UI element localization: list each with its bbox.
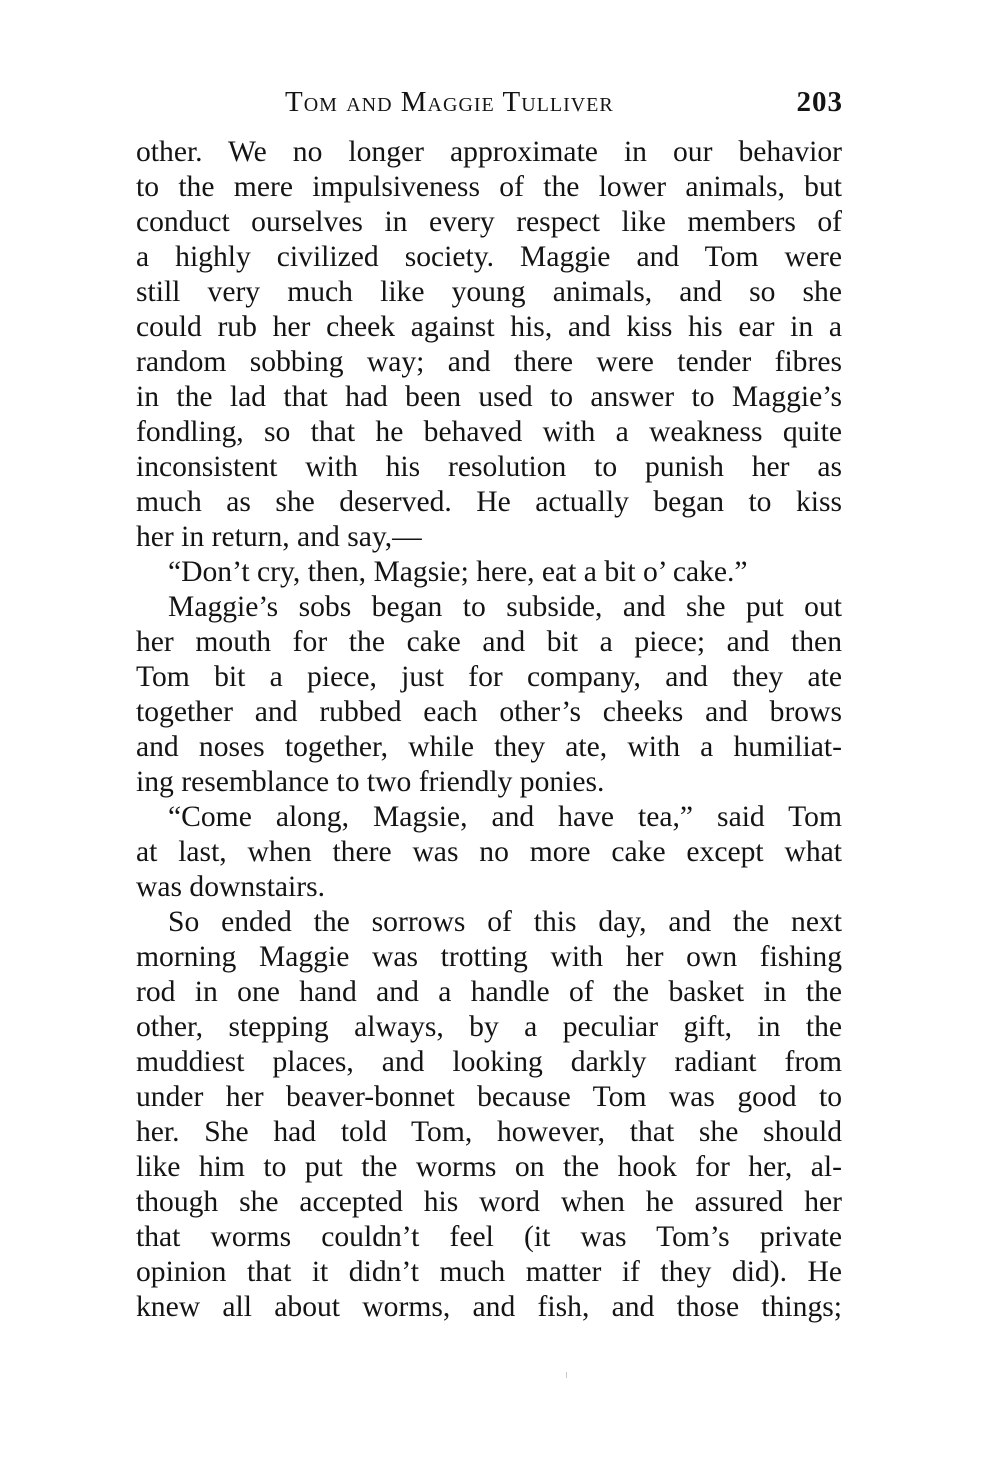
- text-line: could rub her cheek against his, and kiss his ear in a: [136, 311, 842, 343]
- text-line: knew all about worms, and fish, and those things;: [136, 1291, 842, 1323]
- text-line: “Come along, Magsie, and have tea,” said Tom: [168, 801, 842, 833]
- text-line: conduct ourselves in every respect like members of: [136, 206, 842, 238]
- text-line: inconsistent with his resolution to punish her as: [136, 451, 842, 483]
- text-line: still very much like young animals, and so she: [136, 276, 842, 308]
- text-line: fondling, so that he behaved with a weakness quite: [136, 416, 842, 448]
- text-line: other, stepping always, by a peculiar gift, in the: [136, 1011, 842, 1043]
- text-line: rod in one hand and a handle of the basket in the: [136, 976, 842, 1008]
- text-line: to the mere impulsiveness of the lower animals, but: [136, 171, 842, 203]
- text-line: at last, when there was no more cake except what: [136, 836, 842, 868]
- text-line: her in return, and say,—: [136, 521, 422, 553]
- text-line: much as she deserved. He actually began to kiss: [136, 486, 842, 518]
- text-line: muddiest places, and looking darkly radiant from: [136, 1046, 842, 1078]
- text-line: opinion that it didn’t much matter if they did). He: [136, 1256, 842, 1288]
- text-line: a highly civilized society. Maggie and Tom were: [136, 241, 842, 273]
- text-line: So ended the sorrows of this day, and the next: [168, 906, 842, 938]
- scan-speck: [566, 1372, 567, 1378]
- text-line: Maggie’s sobs began to subside, and she put out: [168, 591, 842, 623]
- text-line: ing resemblance to two friendly ponies.: [136, 766, 605, 798]
- text-line: her mouth for the cake and bit a piece; and then: [136, 626, 842, 658]
- text-line: like him to put the worms on the hook for her, al-: [136, 1151, 842, 1183]
- text-line: though she accepted his word when he assured her: [136, 1186, 842, 1218]
- text-line: in the lad that had been used to answer to Maggie’s: [136, 381, 842, 413]
- text-line: and noses together, while they ate, with a humiliat-: [136, 731, 842, 763]
- text-line: under her beaver-bonnet because Tom was good to: [136, 1081, 842, 1113]
- text-line: was downstairs.: [136, 871, 326, 903]
- text-line: “Don’t cry, then, Magsie; here, eat a bit o’ cake.”: [168, 556, 748, 588]
- page-number: 203: [796, 86, 843, 118]
- text-line: together and rubbed each other’s cheeks and brows: [136, 696, 842, 728]
- text-line: other. We no longer approximate in our behavior: [136, 136, 842, 168]
- text-line: morning Maggie was trotting with her own fishing: [136, 941, 842, 973]
- text-line: Tom bit a piece, just for company, and they ate: [136, 661, 842, 693]
- text-line: her. She had told Tom, however, that she should: [136, 1116, 842, 1148]
- running-head: [135, 82, 843, 122]
- text-line: that worms couldn’t feel (it was Tom’s private: [136, 1221, 842, 1253]
- text-line: random sobbing way; and there were tender fibres: [136, 346, 842, 378]
- running-title: Tom and Maggie Tulliver: [285, 86, 614, 118]
